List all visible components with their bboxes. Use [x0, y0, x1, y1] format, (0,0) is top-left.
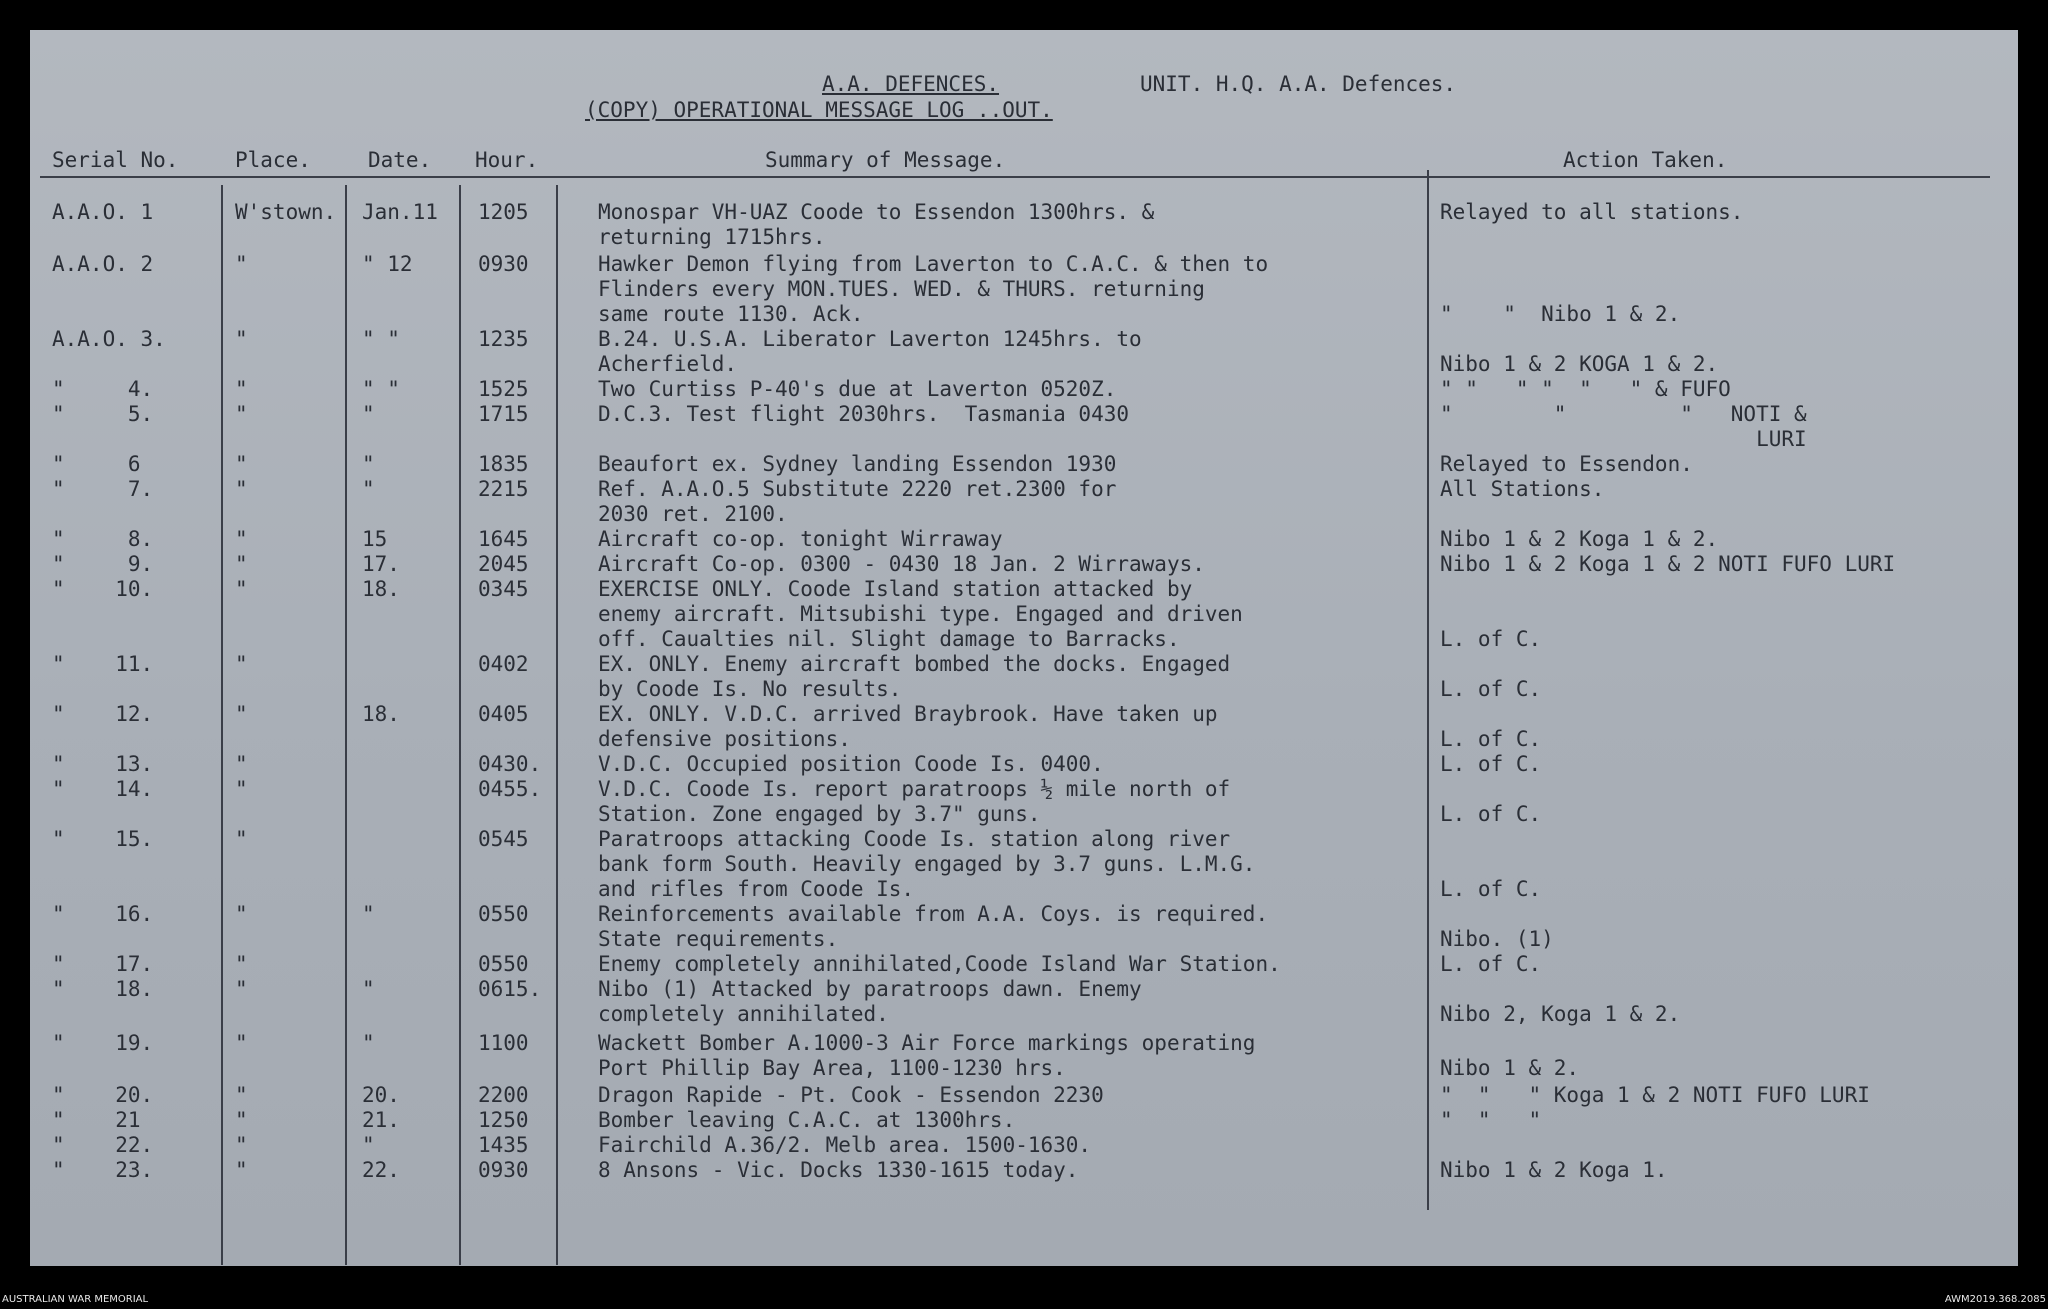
hour-cell: 0615. — [478, 977, 542, 1001]
summary-line: Dragon Rapide - Pt. Cook - Essendon 2230 — [598, 1083, 1104, 1107]
summary-line: Bomber leaving C.A.C. at 1300hrs. — [598, 1108, 1016, 1132]
unit-label: UNIT. H.Q. A.A. Defences. — [1140, 72, 1457, 96]
log-subtitle: (COPY) OPERATIONAL MESSAGE LOG ..OUT. — [585, 98, 1053, 122]
date-cell: 17. — [362, 552, 400, 576]
summary-line: Aircraft co-op. tonight Wirraway — [598, 527, 1003, 551]
column-divider — [1427, 170, 1429, 1210]
serial-cell: " 7. — [52, 477, 154, 501]
serial-cell: " 20. — [52, 1083, 154, 1107]
hour-cell: 0345 — [478, 577, 529, 601]
summary-line: Aircraft Co-op. 0300 - 0430 18 Jan. 2 Wirraways. — [598, 552, 1205, 576]
column-header: Place. — [235, 148, 311, 172]
summary-line: same route 1130. Ack. — [598, 302, 864, 326]
summary-line: 2030 ret. 2100. — [598, 502, 788, 526]
place-cell: " — [235, 477, 248, 501]
hour-cell: 0545 — [478, 827, 529, 851]
date-cell: 15 — [362, 527, 388, 551]
summary-line: Two Curtiss P-40's due at Laverton 0520Z. — [598, 377, 1117, 401]
serial-cell: A.A.O. 3. — [52, 327, 166, 351]
action-line: L. of C. — [1440, 752, 1542, 776]
document-sheet — [30, 30, 2018, 1266]
column-divider — [221, 185, 223, 1265]
serial-cell: " 5. — [52, 402, 154, 426]
action-line: LURI — [1440, 427, 1807, 451]
summary-line: Paratroops attacking Coode Is. station along river — [598, 827, 1231, 851]
place-cell: " — [235, 1108, 248, 1132]
date-cell: " " — [362, 327, 400, 351]
summary-line: completely annihilated. — [598, 1002, 889, 1026]
summary-line: Ref. A.A.O.5 Substitute 2220 ret.2300 for — [598, 477, 1117, 501]
column-header: Action Taken. — [1563, 148, 1728, 172]
serial-cell: " 17. — [52, 952, 154, 976]
serial-cell: " 9. — [52, 552, 154, 576]
hour-cell: 1250 — [478, 1108, 529, 1132]
action-line: L. of C. — [1440, 952, 1542, 976]
hour-cell: 0930 — [478, 1158, 529, 1182]
footer-right: AWM2019.368.2085 — [1944, 1294, 2046, 1305]
summary-line: off. Caualties nil. Slight damage to Barracks. — [598, 627, 1180, 651]
hour-cell: 2045 — [478, 552, 529, 576]
action-line: Relayed to all stations. — [1440, 200, 1744, 224]
footer-left: AUSTRALIAN WAR MEMORIAL — [2, 1294, 149, 1305]
place-cell: " — [235, 1133, 248, 1157]
hour-cell: 0430. — [478, 752, 542, 776]
column-divider — [459, 185, 461, 1265]
header-rule — [40, 176, 1990, 178]
summary-line: defensive positions. — [598, 727, 851, 751]
hour-cell: 1835 — [478, 452, 529, 476]
date-cell: 18. — [362, 702, 400, 726]
place-cell: " — [235, 1158, 248, 1182]
serial-cell: " 14. — [52, 777, 154, 801]
place-cell: " — [235, 552, 248, 576]
place-cell: " — [235, 527, 248, 551]
summary-line: Port Phillip Bay Area, 1100-1230 hrs. — [598, 1056, 1066, 1080]
place-cell: " — [235, 1031, 248, 1055]
hour-cell: 1205 — [478, 200, 529, 224]
hour-cell: 1715 — [478, 402, 529, 426]
date-cell: 18. — [362, 577, 400, 601]
action-line: Nibo 1 & 2. — [1440, 1056, 1580, 1080]
summary-line: EX. ONLY. Enemy aircraft bombed the docks. Engaged — [598, 652, 1231, 676]
date-cell: " " — [362, 377, 400, 401]
date-cell: 20. — [362, 1083, 400, 1107]
column-divider — [345, 185, 347, 1265]
summary-line: Hawker Demon flying from Laverton to C.A.C. & then to — [598, 252, 1269, 276]
summary-line: Acherfield. — [598, 352, 738, 376]
summary-line: Monospar VH-UAZ Coode to Essendon 1300hrs. & — [598, 200, 1155, 224]
summary-line: EX. ONLY. V.D.C. arrived Braybrook. Have taken up — [598, 702, 1218, 726]
summary-line: Nibo (1) Attacked by paratroops dawn. Enemy — [598, 977, 1142, 1001]
action-line: " " " Koga 1 & 2 NOTI FUFO LURI — [1440, 1083, 1870, 1107]
action-line: Nibo. (1) — [1440, 927, 1554, 951]
place-cell: " — [235, 377, 248, 401]
date-cell: 22. — [362, 1158, 400, 1182]
date-cell: " 12 — [362, 252, 413, 276]
hour-cell: 1235 — [478, 327, 529, 351]
place-cell: " — [235, 652, 248, 676]
summary-line: V.D.C. Coode Is. report paratroops ½ mile north of — [598, 777, 1231, 801]
serial-cell: " 11. — [52, 652, 154, 676]
hour-cell: 0405 — [478, 702, 529, 726]
date-cell: " — [362, 452, 375, 476]
action-line: All Stations. — [1440, 477, 1605, 501]
summary-line: D.C.3. Test flight 2030hrs. Tasmania 0430 — [598, 402, 1130, 426]
serial-cell: " 6 — [52, 452, 141, 476]
summary-line: EXERCISE ONLY. Coode Island station attacked by — [598, 577, 1193, 601]
date-cell: Jan.11 — [362, 200, 438, 224]
date-cell: 21. — [362, 1108, 400, 1132]
date-cell: " — [362, 977, 375, 1001]
action-line: L. of C. — [1440, 677, 1542, 701]
place-cell: " — [235, 452, 248, 476]
date-cell: " — [362, 1133, 375, 1157]
action-line: Relayed to Essendon. — [1440, 452, 1693, 476]
hour-cell: 0455. — [478, 777, 542, 801]
place-cell: " — [235, 777, 248, 801]
action-line: L. of C. — [1440, 627, 1542, 651]
summary-line: Reinforcements available from A.A. Coys. is required. — [598, 902, 1269, 926]
serial-cell: " 13. — [52, 752, 154, 776]
serial-cell: " 22. — [52, 1133, 154, 1157]
summary-line: by Coode Is. No results. — [598, 677, 902, 701]
place-cell: " — [235, 402, 248, 426]
hour-cell: 0550 — [478, 952, 529, 976]
action-line: " " Nibo 1 & 2. — [1440, 302, 1681, 326]
column-header: Serial No. — [52, 148, 179, 172]
column-header: Summary of Message. — [765, 148, 1006, 172]
serial-cell: " 4. — [52, 377, 154, 401]
action-line: Nibo 1 & 2 Koga 1 & 2. — [1440, 527, 1719, 551]
hour-cell: 2215 — [478, 477, 529, 501]
place-cell: " — [235, 827, 248, 851]
hour-cell: 1100 — [478, 1031, 529, 1055]
hour-cell: 1435 — [478, 1133, 529, 1157]
summary-line: returning 1715hrs. — [598, 225, 826, 249]
serial-cell: " 12. — [52, 702, 154, 726]
action-line: " " " — [1440, 1108, 1542, 1132]
action-line: " " " NOTI & — [1440, 402, 1807, 426]
summary-line: Fairchild A.36/2. Melb area. 1500-1630. — [598, 1133, 1092, 1157]
hour-cell: 0930 — [478, 252, 529, 276]
serial-cell: " 21 — [52, 1108, 141, 1132]
place-cell: " — [235, 902, 248, 926]
summary-line: B.24. U.S.A. Liberator Laverton 1245hrs. to — [598, 327, 1142, 351]
serial-cell: " 19. — [52, 1031, 154, 1055]
summary-line: 8 Ansons - Vic. Docks 1330-1615 today. — [598, 1158, 1079, 1182]
hour-cell: 0402 — [478, 652, 529, 676]
summary-line: bank form South. Heavily engaged by 3.7 guns. L.M.G. — [598, 852, 1256, 876]
place-cell: W'stown. — [235, 200, 337, 224]
date-cell: " — [362, 1031, 375, 1055]
serial-cell: " 8. — [52, 527, 154, 551]
place-cell: " — [235, 752, 248, 776]
action-line: L. of C. — [1440, 802, 1542, 826]
hour-cell: 2200 — [478, 1083, 529, 1107]
serial-cell: " 16. — [52, 902, 154, 926]
summary-line: Enemy completely annihilated,Coode Island War Station. — [598, 952, 1281, 976]
column-divider — [556, 185, 558, 1265]
summary-line: Beaufort ex. Sydney landing Essendon 1930 — [598, 452, 1117, 476]
column-header: Date. — [368, 148, 432, 172]
serial-cell: " 23. — [52, 1158, 154, 1182]
place-cell: " — [235, 327, 248, 351]
action-line: Nibo 1 & 2 Koga 1. — [1440, 1158, 1668, 1182]
serial-cell: A.A.O. 1 — [52, 200, 154, 224]
summary-line: and rifles from Coode Is. — [598, 877, 915, 901]
place-cell: " — [235, 1083, 248, 1107]
serial-cell: " 15. — [52, 827, 154, 851]
date-cell: " — [362, 902, 375, 926]
place-cell: " — [235, 577, 248, 601]
document-title: A.A. DEFENCES. — [822, 72, 1000, 96]
date-cell: " — [362, 477, 375, 501]
place-cell: " — [235, 952, 248, 976]
action-line: Nibo 1 & 2 KOGA 1 & 2. — [1440, 352, 1719, 376]
summary-line: State requirements. — [598, 927, 839, 951]
action-line: L. of C. — [1440, 727, 1542, 751]
place-cell: " — [235, 977, 248, 1001]
hour-cell: 0550 — [478, 902, 529, 926]
date-cell: " — [362, 402, 375, 426]
summary-line: Wackett Bomber A.1000-3 Air Force markings operating — [598, 1031, 1256, 1055]
summary-line: Flinders every MON.TUES. WED. & THURS. returning — [598, 277, 1205, 301]
hour-cell: 1645 — [478, 527, 529, 551]
serial-cell: A.A.O. 2 — [52, 252, 154, 276]
summary-line: Station. Zone engaged by 3.7" guns. — [598, 802, 1041, 826]
hour-cell: 1525 — [478, 377, 529, 401]
place-cell: " — [235, 702, 248, 726]
action-line: L. of C. — [1440, 877, 1542, 901]
serial-cell: " 18. — [52, 977, 154, 1001]
summary-line: enemy aircraft. Mitsubishi type. Engaged and driven — [598, 602, 1243, 626]
summary-line: V.D.C. Occupied position Coode Is. 0400. — [598, 752, 1104, 776]
serial-cell: " 10. — [52, 577, 154, 601]
action-line: Nibo 2, Koga 1 & 2. — [1440, 1002, 1681, 1026]
action-line: " " " " " " & FUFO — [1440, 377, 1731, 401]
column-header: Hour. — [475, 148, 539, 172]
place-cell: " — [235, 252, 248, 276]
action-line: Nibo 1 & 2 Koga 1 & 2 NOTI FUFO LURI — [1440, 552, 1896, 576]
